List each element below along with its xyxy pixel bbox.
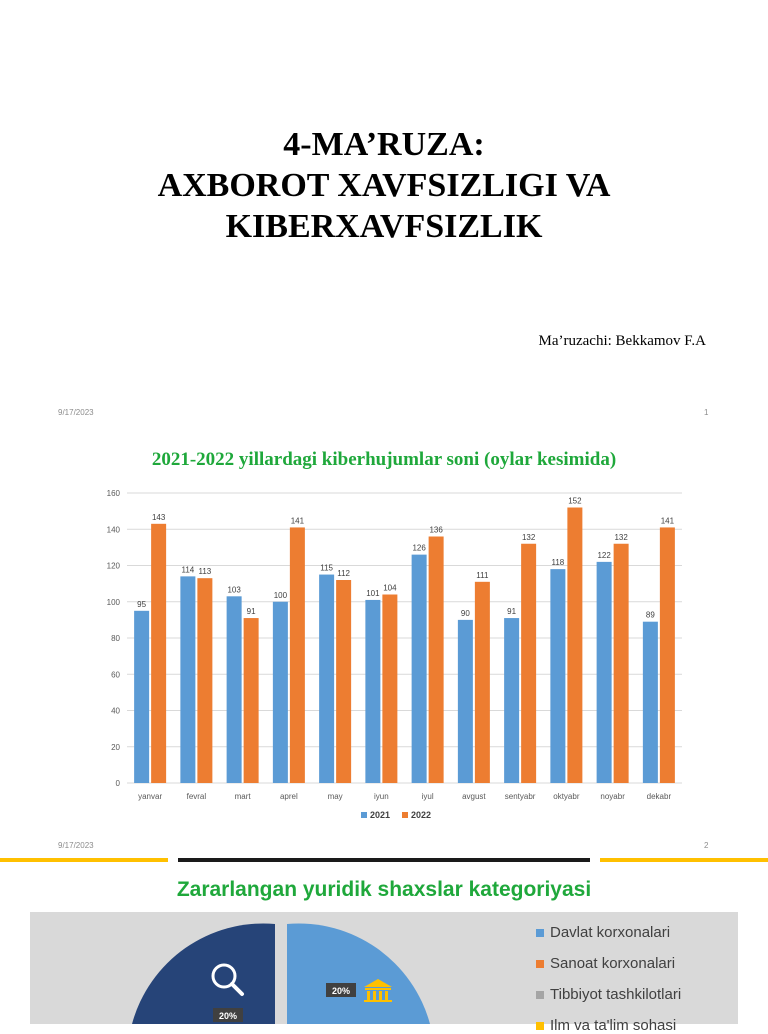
data-label: 141 [290, 516, 305, 526]
legend-item [536, 986, 681, 1003]
x-tick-label: iyul [421, 792, 434, 801]
data-label: 95 [137, 599, 147, 609]
bar-2021 [319, 575, 334, 783]
legend-swatch-2022 [402, 812, 408, 818]
bar-2022 [429, 537, 444, 784]
legend-label: Ilm va ta'lim sohasi [550, 1017, 677, 1034]
x-tick-label: avgust [462, 792, 486, 801]
y-tick-label: 40 [111, 706, 120, 716]
data-label: 111 [476, 570, 489, 580]
y-tick-label: 120 [106, 561, 120, 571]
bar-2022 [660, 527, 675, 783]
x-tick-label: dekabr [646, 792, 672, 801]
divider-right [600, 858, 768, 862]
chart-title: 2021-2022 yillardagi kiberhujumlar soni (oylar kesimida) [151, 449, 617, 470]
bar-2022 [475, 582, 490, 783]
legend-label-2021: 2021 [370, 810, 391, 820]
data-label: 103 [227, 585, 241, 595]
pie-slice-dark [132, 923, 275, 1024]
legend-item [536, 924, 670, 941]
y-tick-label: 60 [111, 670, 120, 680]
data-label: 89 [645, 610, 655, 620]
slide2-page-number: 2 [704, 841, 709, 850]
bar-2022 [521, 544, 536, 783]
bar-2022 [567, 508, 582, 784]
bar-2022 [336, 580, 351, 783]
y-tick-label: 0 [115, 779, 120, 788]
legend-label: Davlat korxonalari [550, 924, 671, 941]
data-label: 136 [429, 525, 443, 535]
data-label: 122 [597, 550, 611, 560]
bar-chart [0, 480, 768, 830]
legend-label: Sanoat korxonalari [550, 955, 676, 972]
y-tick-label: 100 [106, 597, 120, 607]
slide2-date: 9/17/2023 [58, 841, 94, 850]
x-tick-label: noyabr [600, 792, 625, 801]
data-label: 114 [181, 565, 195, 575]
pie-label-right-text: 20% [331, 986, 351, 996]
bar-2021 [365, 600, 380, 783]
legend-swatch-2021 [361, 812, 367, 818]
data-label: 112 [337, 569, 351, 578]
y-tick-label: 140 [106, 525, 120, 535]
divider-center [178, 858, 590, 862]
slide1-date: 9/17/2023 [58, 408, 94, 417]
data-label: 143 [151, 512, 166, 522]
legend-label-2022: 2022 [411, 810, 432, 820]
title-line-2: AXBOROT XAVFSIZLIGI VA [157, 167, 611, 204]
bar-2022 [197, 578, 212, 783]
legend-swatch [536, 1022, 544, 1030]
pie-label-right [326, 983, 356, 997]
slide3-title: Zararlangan yuridik shaxslar kategoriyasi [176, 878, 592, 901]
data-label: 118 [551, 558, 565, 568]
y-tick-label: 160 [106, 489, 120, 498]
bar-2021 [412, 555, 427, 783]
speaker-name: Ma’ruzachi: Bekkamov F.A [538, 333, 706, 349]
x-tick-label: may [327, 792, 343, 801]
pie-label-left [213, 1008, 243, 1022]
x-tick-label: yanvar [138, 792, 163, 801]
bar-2021 [227, 596, 242, 783]
bar-2021 [180, 576, 195, 783]
bar-2021 [134, 611, 149, 783]
data-label: 141 [660, 516, 675, 526]
x-tick-label: iyun [374, 792, 389, 801]
title-line-3: KIBERXAVFSIZLIK [225, 208, 543, 245]
x-tick-label: fevral [186, 792, 207, 801]
data-label: 91 [507, 607, 517, 617]
legend-item [536, 955, 675, 972]
divider-left [0, 858, 168, 862]
x-tick-label: mart [234, 792, 251, 801]
bar-2021 [504, 618, 519, 783]
legend-item [536, 1017, 676, 1034]
pie-slice-blue [287, 923, 430, 1024]
bar-2021 [273, 602, 288, 783]
x-tick-label: aprel [279, 792, 298, 801]
bar-2021 [597, 562, 612, 783]
slide1-page-number: 1 [704, 408, 709, 417]
legend-swatch [536, 991, 544, 999]
y-tick-label: 80 [111, 634, 120, 643]
bar-2021 [458, 620, 473, 783]
bar-2022 [244, 618, 259, 783]
data-label: 113 [198, 567, 212, 577]
bar-2022 [382, 595, 397, 784]
bar-2022 [614, 544, 629, 783]
data-label: 126 [412, 543, 426, 553]
data-label: 132 [614, 532, 628, 542]
title-slide [0, 0, 768, 430]
bar-2022 [151, 524, 166, 783]
title-line-1: 4-MA’RUZA: [283, 126, 485, 163]
data-label: 90 [460, 608, 470, 618]
bar-2021 [550, 569, 565, 783]
legend-label: Tibbiyot tashkilotlari [550, 986, 682, 1003]
data-label: 115 [320, 563, 334, 573]
bar-2022 [290, 527, 305, 783]
data-label: 132 [521, 532, 536, 542]
legend-swatch [536, 960, 544, 968]
lecture-title [0, 124, 768, 247]
data-label: 104 [383, 583, 397, 593]
bar-2021 [643, 622, 658, 783]
pie-label-left-text: 20% [218, 1011, 238, 1021]
x-tick-label: sentyabr [504, 792, 536, 801]
data-label: 91 [246, 607, 256, 617]
y-tick-label: 20 [111, 742, 120, 752]
legend-swatch [536, 929, 544, 937]
data-label: 100 [273, 590, 288, 600]
x-tick-label: oktyabr [553, 792, 580, 801]
data-label: 101 [366, 588, 380, 598]
data-label: 152 [568, 496, 582, 506]
